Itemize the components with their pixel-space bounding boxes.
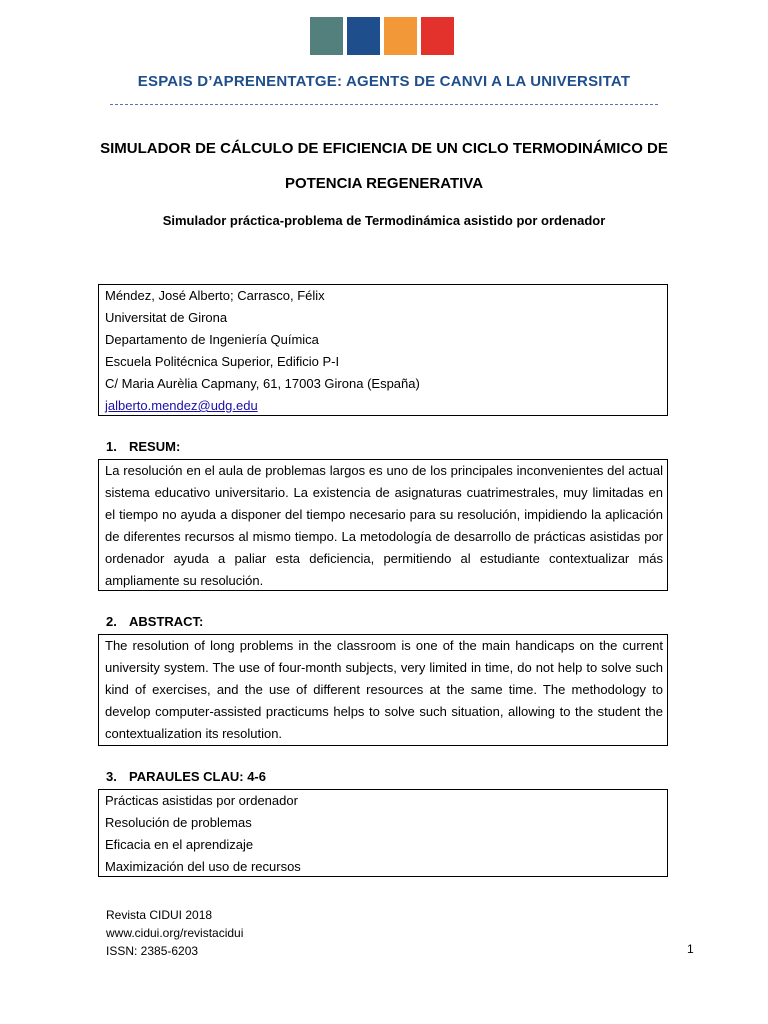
logo-block-red — [421, 17, 454, 55]
logo-block-blue — [347, 17, 380, 55]
footer — [106, 906, 243, 960]
authors-box — [98, 284, 668, 416]
section-title: PARAULES CLAU: 4-6 — [129, 769, 266, 784]
paper-title-line2: POTENCIA REGENERATIVA — [284, 175, 484, 192]
logo-block-teal — [310, 17, 343, 55]
footer-issn: ISSN: 2385-6203 — [106, 944, 199, 958]
section-title: RESUM: — [129, 439, 181, 454]
section-number: 3. — [106, 769, 117, 784]
paper-title — [60, 131, 708, 201]
author-department: Departamento de Ingeniería Química — [105, 332, 319, 347]
abstract-text: The resolution of long problems in the classroom is one of the main handicaps on the current university system. The use of four-month subjects, very limited in time, do not help to solve such kind of exercises, and the use of different resources at the same time. The methodology to develop computer-assisted practicums helps to solve such situation, allowing to the student the contextualization its resolution. — [105, 638, 663, 741]
resum-box — [98, 459, 668, 591]
section-title: ABSTRACT: — [129, 614, 204, 629]
footer-journal: Revista CIDUI 2018 — [106, 908, 213, 922]
paper-subtitle: Simulador práctica-problema de Termodinámica asistido por ordenador — [162, 213, 606, 228]
author-email-link[interactable]: jalberto.mendez@udg.edu — [105, 398, 258, 413]
section-heading-resum — [106, 439, 180, 454]
keyword-item: Prácticas asistidas por ordenador — [105, 793, 298, 808]
resum-text: La resolución en el aula de problemas largos es uno de los principales inconvenientes del actual sistema educativo universitario. La existencia de asignaturas cuatrimestrales, muy limitadas en el tiempo no ayuda a disponer del tiempo necesario para su resolución, impidiendo la aplicación de diferentes recursos al mismo tiempo. La metodología de desarrollo de prácticas asistidas por ordenador ayuda a paliar esta deficiencia, permitiendo al estudiante contextualizar más ampliamente su resolución. — [105, 463, 663, 588]
keyword-item: Resolución de problemas — [105, 815, 252, 830]
logo — [310, 17, 454, 55]
keyword-item: Maximización del uso de recursos — [105, 859, 301, 874]
section-number: 2. — [106, 614, 117, 629]
paper-title-line1: SIMULADOR DE CÁLCULO DE EFICIENCIA DE UN CICLO TERMODINÁMICO DE — [100, 140, 668, 157]
section-heading-keywords — [106, 769, 266, 784]
page-number: 1 — [687, 942, 694, 956]
author-address: C/ Maria Aurèlia Capmany, 61, 17003 Girona (España) — [105, 376, 420, 391]
footer-url: www.cidui.org/revistacidui — [106, 926, 244, 940]
author-names: Méndez, José Alberto; Carrasco, Félix — [105, 288, 325, 303]
section-heading-abstract — [106, 614, 203, 629]
dashed-divider — [110, 104, 658, 105]
section-number: 1. — [106, 439, 117, 454]
logo-block-orange — [384, 17, 417, 55]
author-university: Universitat de Girona — [105, 310, 228, 325]
author-school: Escuela Politécnica Superior, Edificio P-I — [105, 354, 340, 369]
abstract-box — [98, 634, 668, 746]
banner-title: ESPAIS D’APRENENTATGE: AGENTS DE CANVI A LA UNIVERSITAT — [137, 73, 631, 90]
keyword-item: Eficacia en el aprendizaje — [105, 837, 254, 852]
keywords-box — [98, 789, 668, 877]
